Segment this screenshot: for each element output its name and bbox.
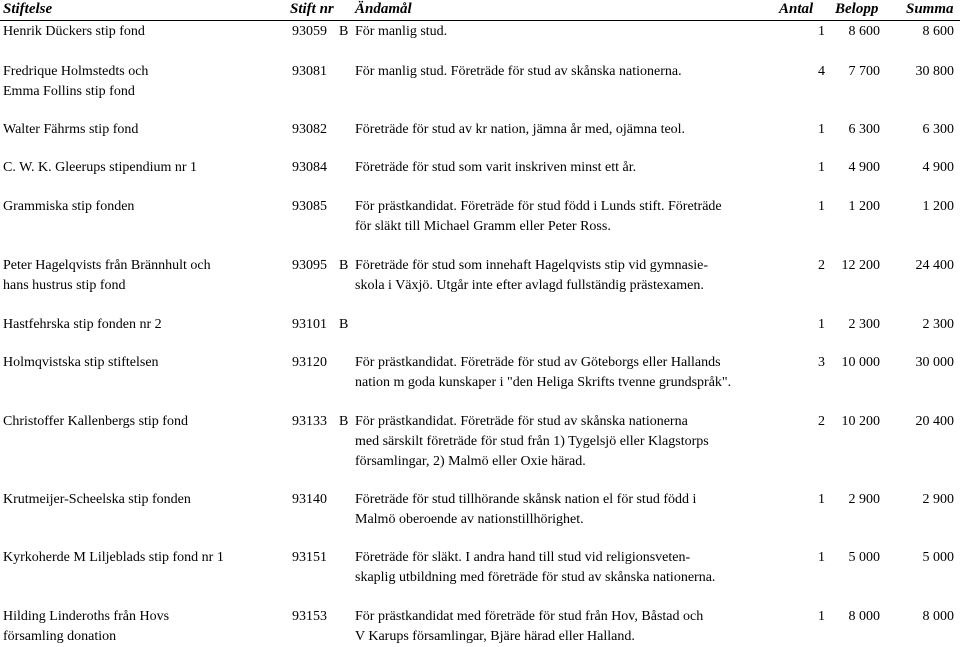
cell-name: Fredrique Holmstedts och Emma Follins stip fond	[3, 64, 149, 99]
table-header	[0, 0, 960, 21]
cell-nr: 93153	[292, 609, 327, 624]
cell-purpose: Företräde för stud som innehaft Hagelqvists stip vid gymnasie- skola i Växjö. Utgår inte efter avlagd fullständig prästexamen.	[355, 258, 709, 293]
header-belopp: Belopp	[835, 1, 879, 17]
cell-purpose: För manlig stud.	[355, 24, 448, 39]
cell-name: Hilding Linderoths från Hovs församling donation	[3, 609, 170, 644]
cell-summa: 5 000	[922, 550, 954, 565]
cell-name: Grammiska stip fonden	[3, 199, 135, 214]
cell-nr: 93151	[292, 550, 327, 565]
header-stiftelse: Stiftelse	[3, 1, 53, 17]
cell-belopp: 10 200	[841, 414, 880, 429]
cell-antal: 2	[818, 414, 825, 429]
cell-purpose: Företräde för stud av kr nation, jämna år med, ojämna teol.	[355, 122, 686, 137]
cell-nr: 93133	[292, 414, 327, 429]
cell-antal: 1	[818, 609, 825, 624]
cell-antal: 1	[818, 317, 825, 332]
cell-purpose: För manlig stud. Företräde för stud av skånska nationerna.	[355, 64, 682, 79]
cell-summa: 30 800	[915, 64, 954, 79]
cell-belopp: 7 700	[848, 64, 880, 79]
cell-b: B	[339, 24, 349, 39]
cell-belopp: 1 200	[848, 199, 880, 214]
cell-antal: 4	[818, 64, 825, 79]
cell-purpose: Företräde för stud som varit inskriven minst ett år.	[355, 160, 637, 175]
cell-belopp: 12 200	[841, 258, 880, 273]
cell-summa: 2 900	[922, 492, 954, 507]
cell-name: Walter Fährms stip fond	[3, 122, 139, 137]
cell-name: Hastfehrska stip fonden nr 2	[3, 317, 162, 332]
cell-name: Krutmeijer-Scheelska stip fonden	[3, 492, 191, 507]
cell-antal: 1	[818, 160, 825, 175]
cell-name: Christoffer Kallenbergs stip fond	[3, 414, 188, 429]
cell-antal: 1	[818, 492, 825, 507]
header-andamal: Ändamål	[355, 1, 412, 17]
cell-purpose: För prästkandidat. Företräde för stud av skånska nationerna med särskilt företräde för stud från 1) Tygelsjö eller Klagstorps församlingar, 2) Malmö eller Oxie härad.	[355, 414, 709, 469]
cell-nr: 93059	[292, 24, 327, 39]
cell-belopp: 8 600	[848, 24, 880, 39]
cell-name: Henrik Dückers stip fond	[3, 24, 145, 39]
cell-summa: 6 300	[922, 122, 954, 137]
cell-antal: 1	[818, 550, 825, 565]
header-summa: Summa	[906, 1, 954, 17]
cell-antal: 1	[818, 199, 825, 214]
cell-summa: 2 300	[922, 317, 954, 332]
cell-name: C. W. K. Gleerups stipendium nr 1	[3, 160, 198, 175]
cell-purpose: För prästkandidat. Företräde för stud född i Lunds stift. Företräde för släkt till Michael Gramm eller Peter Ross.	[355, 199, 722, 234]
header-stift-nr: Stift nr	[290, 1, 334, 17]
cell-nr: 93120	[292, 355, 327, 370]
cell-summa: 30 000	[915, 355, 954, 370]
cell-purpose: Företräde för stud tillhörande skånsk nation el för stud född i Malmö oberoende av nationstillhörighet.	[355, 492, 697, 527]
cell-b: B	[339, 258, 349, 273]
cell-antal: 2	[818, 258, 825, 273]
cell-name: Kyrkoherde M Liljeblads stip fond nr 1	[3, 550, 224, 565]
cell-summa: 24 400	[915, 258, 954, 273]
cell-purpose: För prästkandidat med företräde för stud från Hov, Båstad och V Karups församlingar, Bjäre härad eller Halland.	[355, 609, 704, 644]
cell-belopp: 8 000	[848, 609, 880, 624]
header-antal: Antal	[779, 1, 814, 17]
cell-nr: 93082	[292, 122, 327, 137]
cell-b: B	[339, 317, 349, 332]
cell-purpose: För prästkandidat. Företräde för stud av Göteborgs eller Hallands nation m goda kunskaper i "den Heliga Skrifts tvenne grundspråk".	[355, 355, 732, 390]
cell-belopp: 10 000	[841, 355, 880, 370]
cell-nr: 93101	[292, 317, 327, 332]
cell-summa: 20 400	[915, 414, 954, 429]
cell-summa: 4 900	[922, 160, 954, 175]
cell-name: Peter Hagelqvists från Brännhult och hans hustrus stip fond	[3, 258, 211, 293]
cell-belopp: 2 300	[848, 317, 880, 332]
cell-summa: 8 600	[922, 24, 954, 39]
cell-belopp: 4 900	[848, 160, 880, 175]
cell-nr: 93140	[292, 492, 327, 507]
cell-nr: 93085	[292, 199, 327, 214]
cell-b: B	[339, 414, 349, 429]
cell-belopp: 2 900	[848, 492, 880, 507]
cell-belopp: 5 000	[848, 550, 880, 565]
cell-nr: 93084	[292, 160, 327, 175]
cell-nr: 93081	[292, 64, 327, 79]
cell-purpose: Företräde för släkt. I andra hand till stud vid religionsveten- skaplig utbildning med företräde för stud av skånska nationerna.	[355, 550, 716, 585]
cell-summa: 8 000	[922, 609, 954, 624]
cell-belopp: 6 300	[848, 122, 880, 137]
cell-nr: 93095	[292, 258, 327, 273]
cell-antal: 1	[818, 122, 825, 137]
cell-summa: 1 200	[922, 199, 954, 214]
cell-name: Holmqvistska stip stiftelsen	[3, 355, 159, 370]
cell-antal: 3	[818, 355, 825, 370]
cell-antal: 1	[818, 24, 825, 39]
